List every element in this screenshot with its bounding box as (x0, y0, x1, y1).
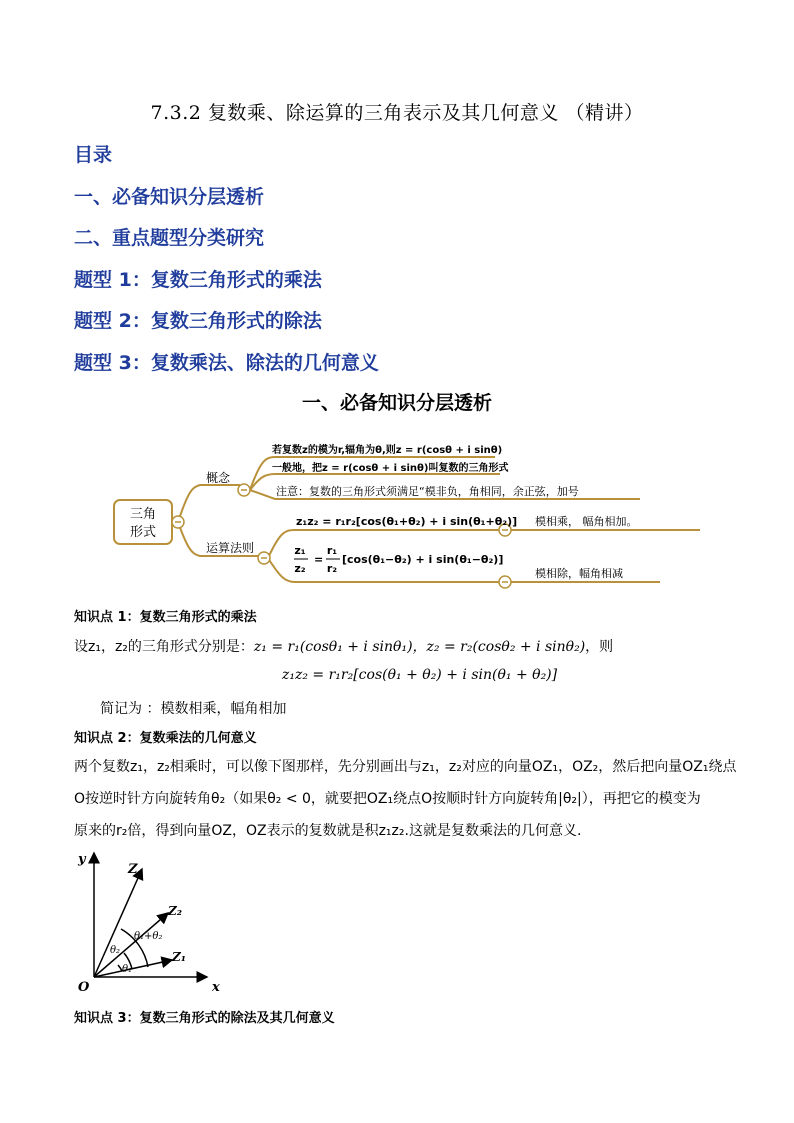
mindmap-div-rest: [cos(θ₁−θ₂) + i sin(θ₁−θ₂)] (342, 553, 504, 566)
mindmap-concept-note: 注意：复数的三角形式须满足“模非负，角相同，余正弦，加号 (276, 485, 579, 498)
kp1-line1-pre: 设z₁，z₂的三角形式分别是： (74, 639, 254, 655)
mindmap-root-line2: 形式 (129, 525, 157, 540)
mindmap-div-rhs-den: r₂ (326, 562, 338, 575)
kp1-formula-z2: ，z₂ = r₂(cosθ₂ + i sinθ₂) (412, 639, 586, 655)
mindmap-mul-formula: z₁z₂ = r₁r₂[cos(θ₁+θ₂) + i sin(θ₁+θ₂)] (296, 515, 518, 528)
kp2-line2: O按逆时针方向旋转角θ₂（如果θ₂ < 0，就要把OZ₁绕点O按顺时针方向旋转角|θ₂|），再把它的模变为 (74, 791, 701, 807)
kp2-line1: 两个复数z₁，z₂相乘时，可以像下图那样，先分别画出与z₁，z₂对应的向量OZ₁，OZ₂，然后把向量OZ₁绕点 (74, 759, 737, 775)
kp2-line3: 原来的r₂倍，得到向量OZ，OZ表示的复数就是积z₁z₂.这就是复数乘法的几何意义. (74, 823, 582, 839)
toc-item-3[interactable]: 题型 1：复数三角形式的乘法 (74, 269, 322, 291)
figure-vec-z2: Z₂ (168, 904, 183, 918)
mindmap-div-lhs-den: z₂ (294, 562, 306, 575)
mindmap-div-note: 模相除，幅角相减 (535, 567, 623, 580)
toc-item-2[interactable]: 二、重点题型分类研究 (74, 227, 265, 249)
svg-text:=: = (314, 553, 324, 566)
kp1-summary: 简记为 ：模数相乘，幅角相加 (100, 701, 287, 717)
kp3-heading: 知识点 3：复数三角形式的除法及其几何意义 (74, 1011, 335, 1026)
figure-axis-x: x (212, 980, 220, 995)
mindmap-concept-line2: 一般地，把z = r(cosθ + i sinθ)叫复数的三角形式 (272, 463, 509, 474)
toc-item-1[interactable]: 一、必备知识分层透析 (74, 186, 265, 208)
kp1-heading: 知识点 1：复数三角形式的乘法 (74, 610, 257, 625)
mindmap-div-lhs-num: z₁ (294, 544, 306, 557)
figure-angle2: θ₂ (110, 945, 121, 956)
mindmap-concept-line1: 若复数z的模为r,辐角为θ,则z = r(cosθ + i sinθ) (272, 445, 503, 456)
kp1-line1 (74, 636, 613, 656)
mindmap-branch-concept: 概念 (206, 471, 231, 485)
toc-item-5[interactable]: 题型 3：复数乘法、除法的几何意义 (74, 352, 379, 374)
kp2-heading: 知识点 2：复数乘法的几何意义 (74, 731, 257, 746)
figure-origin: O (78, 980, 90, 995)
section-title: 一、必备知识分层透析 (301, 392, 492, 414)
mindmap-root-line1: 三角 (129, 507, 157, 522)
figure-angle1: θ₁ (122, 964, 133, 975)
kp1-formula-z1: z₁ = r₁(cosθ₁ + i sinθ₁) (253, 639, 413, 655)
kp1-product-formula: z₁z₂ = r₁r₂[cos(θ₁ + θ₂) + i sin(θ₁ + θ₂)] (282, 667, 558, 683)
figure-vec-z: Z (128, 862, 138, 877)
kp1-line1-post: ，则 (585, 639, 614, 655)
mindmap (100, 432, 700, 592)
figure-vec-z1: Z₁ (172, 950, 187, 964)
mindmap-div-rhs-num: r₁ (326, 544, 338, 557)
mindmap-branch-ops: 运算法则 (206, 541, 255, 555)
toc-heading: 目录 (74, 144, 113, 166)
page-title: 7.3.2 复数乘、除运算的三角表示及其几何意义 （精讲） (150, 102, 644, 124)
mindmap-mul-note: 模相乘， 幅角相加。 (535, 515, 638, 528)
figure-axis-y: y (78, 852, 86, 867)
figure-angle-sum: θ₁+θ₂ (134, 931, 163, 942)
toc-item-4[interactable]: 题型 2：复数三角形式的除法 (74, 310, 322, 332)
rotation-figure (72, 845, 222, 995)
